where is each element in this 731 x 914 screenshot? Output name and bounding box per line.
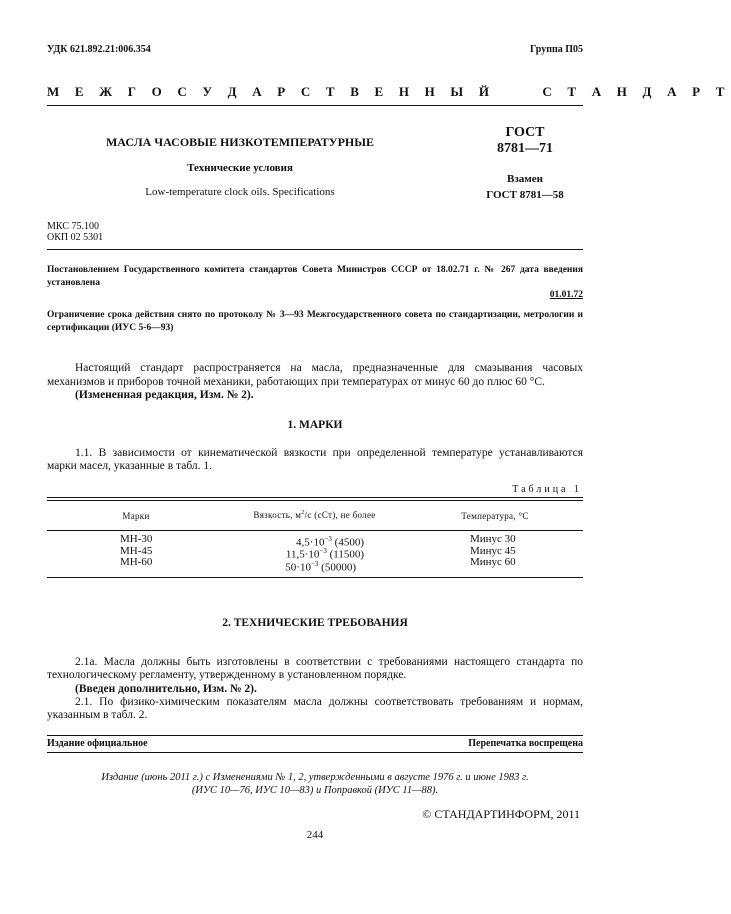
visc-cst: (50000) [318,561,356,574]
table-row-1-temp: Минус 30 [470,533,516,545]
visc-exp: −3 [319,547,327,555]
gost-number: 8781—71 [497,141,553,156]
visc-base: 50·10 [285,561,311,574]
replaces-label: Взамен [507,173,543,185]
visc-cst: (4500) [331,536,364,549]
footer-rule-2 [47,752,583,753]
viscosity-header-sup: 2 [301,510,305,516]
table-top-rule [47,497,583,501]
limitation-note: Ограничение срока действия снято по протоколу № 3—93 Межгосударственного совета по стандартизации, метрологии и сертификации (ИУС 5-6—93) [47,310,583,333]
visc-exp: −3 [324,535,332,543]
section-1-heading: 1. МАРКИ [287,419,343,431]
table-row-3-viscosity [254,559,356,574]
decree-text: Постановлением Государственного комитета стандартов Совета Министров СССР от 18.02.71 г. № 267 дата введения установлена [47,265,583,288]
udk-code: УДК 621.892.21:006.354 [47,44,151,55]
section-2-heading: 2. ТЕХНИЧЕСКИЕ ТРЕБОВАНИЯ [222,617,408,629]
table-1-caption: Таблица 1 [512,484,582,495]
table-row-3-temp: Минус 60 [470,556,516,568]
visc-base: 4,5·10 [296,536,325,549]
footer-rule [47,735,583,736]
okp-code: ОКП 02 5301 [47,232,104,243]
table-header-temperature: Температура, °С [461,511,529,521]
viscosity-header-prefix: Вязкость, м [253,510,302,520]
table-header-rule [47,530,583,531]
replaces-value: ГОСТ 8781—58 [486,189,564,201]
intro-paragraph: Настоящий стандарт распространяется на масла, предназначенные для смазывания часовых механизмов и приборов точной механики, работающих при температурах от минус 60 до плюс 60 °С. [47,362,583,388]
intro-edit-note: (Измененная редакция, Изм. № 2). [75,389,254,401]
section-2-1a-paragraph: 2.1а. Масла должны быть изготовлены в соответствии с требованиями настоящего стандарта по технологическому регламенту, утвержденному в установленном порядке. [47,656,583,681]
added-note: (Введен дополнительно, Изм. № 2). [75,683,257,695]
section-2-1-paragraph: 2.1. По физико-химическим показателям масла должны соответствовать требованиям и нормам, указанным в табл. 2. [47,696,583,721]
standard-banner: М Е Ж Г О С У Д А Р С Т В Е Н Н Ы Й С Т А Н Д А Р Т [47,84,731,99]
copyright: © СТАНДАРТИНФОРМ, 2011 [422,807,580,821]
table-row-2-temp: Минус 45 [470,545,516,557]
gost-label: ГОСТ [505,125,545,140]
introduction-date: 01.01.72 [549,290,583,300]
table-header-marks: Марки [122,511,150,521]
group-code: Группа П05 [530,44,583,55]
table-header-viscosity [232,510,397,520]
table-row-2-mark: МН-45 [120,545,153,557]
codes-rule [47,249,583,250]
english-title: Low-temperature clock oils. Specifications [145,186,335,198]
table-row-3-mark: МН-60 [120,556,153,568]
standard-title: МАСЛА ЧАСОВЫЕ НИЗКОТЕМПЕРАТУРНЫЕ [105,135,375,149]
official-edition: Издание официальное [47,738,148,749]
edition-line-2: (ИУС 10—76, ИУС 10—83) и Поправкой (ИУС 11—88). [191,785,439,796]
edition-line-1: Издание (июнь 2011 г.) с Изменениями № 1, 2, утвержденными в августе 1976 г. и июне 1983 г. [101,772,529,783]
mks-code: МКС 75.100 [47,221,99,232]
banner-rule [47,105,583,106]
standard-subtitle: Технические условия [187,162,293,174]
visc-cst: (11500) [326,548,364,561]
page-number: 244 [306,829,324,841]
visc-base: 11,5·10 [285,548,320,561]
table-row-1-mark: МН-30 [120,533,153,545]
table-bottom-rule [47,577,583,578]
visc-exp: −3 [310,560,319,568]
viscosity-header-suffix: /с (сСт), не более [304,510,376,520]
reprint-notice: Перепечатка воспрещена [468,738,583,749]
section-1-paragraph: 1.1. В зависимости от кинематической вязкости при определенной температуре устанавливаются марки масел, указанные в табл. 1. [47,447,583,472]
